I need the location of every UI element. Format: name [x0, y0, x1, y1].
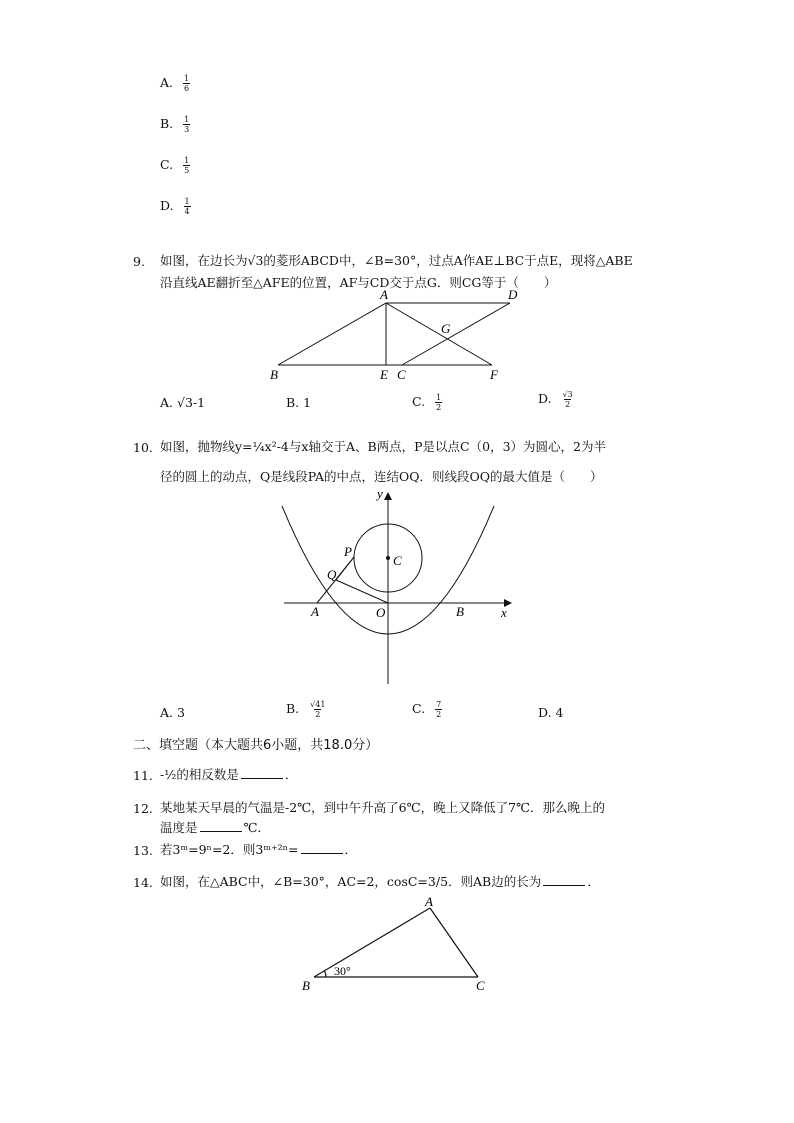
label-a: A: [425, 894, 433, 909]
denominator: 2: [565, 400, 571, 409]
q8-option-a: [160, 74, 190, 93]
q9-option-c: [412, 393, 442, 412]
label-b: B: [270, 367, 278, 382]
answer-blank[interactable]: [543, 874, 585, 886]
q9-option-b: [286, 395, 311, 410]
option-value: 4: [555, 705, 564, 720]
answer-blank[interactable]: [200, 820, 242, 832]
q12-stem: 温度是: [160, 820, 198, 835]
denominator: 5: [184, 166, 190, 175]
option-label: C.: [412, 701, 430, 716]
angle-arc: [324, 971, 326, 977]
label-c: C: [393, 553, 402, 568]
label-y: y: [377, 486, 383, 501]
segment-ba: [314, 908, 430, 977]
answer-blank[interactable]: [241, 767, 283, 779]
option-label: D.: [160, 198, 178, 213]
q11-text: [160, 765, 297, 783]
q13-text: [160, 840, 357, 858]
q10-option-b: [286, 700, 326, 719]
denominator: 4: [184, 207, 190, 216]
label-g: G: [441, 321, 451, 336]
angle-label: 30°: [334, 964, 351, 978]
q14-figure: [296, 890, 506, 1000]
q10-option-a: [160, 705, 185, 720]
q9-line2: 沿直线AE翻折至△AFE的位置，AF与CD交于点G．则CG等于（ ）: [160, 275, 557, 290]
label-d: D: [508, 287, 518, 302]
numerator: √3: [562, 390, 573, 399]
q12-line1: 某地某天早晨的气温是-2℃，到中午升高了6℃，晚上又降低了7℃．那么晚上的: [160, 800, 606, 815]
section-heading: 二、填空题（本大题共6小题，共18.0分）: [133, 738, 379, 753]
option-label: A.: [160, 705, 177, 720]
q12-line2: [160, 818, 270, 836]
q9-number: 9.: [133, 254, 145, 269]
label-b: B: [456, 604, 464, 619]
label-b: B: [302, 978, 310, 993]
label-c: C: [397, 367, 406, 382]
option-value: 1: [303, 395, 312, 410]
q10-figure: [270, 484, 520, 694]
q10-line2: 径的圆上的动点，Q是线段PA的中点，连结OQ．则线段OQ的最大值是（ ）: [160, 469, 603, 484]
q13-number: 13.: [133, 843, 153, 858]
denominator: 2: [436, 403, 442, 412]
segment-cd: [402, 303, 510, 365]
label-e: E: [380, 367, 388, 382]
fraction: [435, 700, 442, 719]
numerator: 1: [183, 74, 190, 83]
segment-af: [386, 303, 492, 365]
fraction: [183, 156, 190, 175]
q13-stem: 若3ᵐ=9ⁿ=2．则3ᵐ⁺²ⁿ=: [160, 842, 299, 857]
center-point: [386, 556, 390, 560]
denominator: 2: [315, 710, 321, 719]
numerator: √41: [310, 700, 326, 709]
q8-option-c: [160, 156, 190, 175]
label-a: A: [380, 287, 388, 302]
denominator: 6: [183, 84, 190, 93]
label-p: P: [344, 544, 352, 559]
option-label: D.: [538, 705, 556, 720]
option-label: A.: [160, 395, 177, 410]
option-label: B.: [286, 701, 304, 716]
q8-option-d: [160, 197, 191, 216]
q14-stem: 如图，在△ABC中，∠B=30°，AC=2，cosC=3/5．则AB边的长为: [160, 874, 542, 889]
option-label: D.: [538, 391, 556, 406]
label-q: Q: [327, 567, 337, 582]
q9-line1: 如图，在边长为√3的菱形ABCD中，∠B=30°，过点A作AE⊥BC于点E，现将△ABE: [160, 253, 633, 268]
option-label: C.: [412, 394, 430, 409]
label-f: F: [490, 367, 498, 382]
segment-ab: [278, 303, 386, 365]
denominator: 2: [436, 710, 442, 719]
label-x: x: [501, 605, 507, 620]
segment-qp: [336, 557, 354, 580]
fraction: [562, 390, 574, 409]
q9-option-d: [538, 390, 574, 409]
q9-figure: [260, 285, 520, 383]
q10-option-d: [538, 705, 563, 720]
q11-end: ．: [284, 767, 298, 782]
fraction: [309, 700, 326, 719]
numerator: 1: [436, 393, 442, 402]
numerator: 1: [184, 197, 190, 206]
q12-end: ℃．: [243, 820, 270, 835]
fraction: [184, 197, 191, 216]
option-label: B.: [160, 116, 178, 131]
q14-text: [160, 872, 600, 890]
q12-number: 12.: [133, 801, 153, 816]
numerator: 1: [184, 156, 190, 165]
fraction: [183, 115, 190, 134]
q11-number: 11.: [133, 768, 153, 783]
option-value: √3-1: [176, 395, 206, 410]
label-c: C: [476, 978, 485, 993]
q13-end: ．: [344, 842, 358, 857]
option-label: B.: [286, 395, 304, 410]
q10-option-c: [412, 700, 442, 719]
option-label: C.: [160, 157, 178, 172]
q8-option-b: [160, 115, 190, 134]
q14-number: 14.: [133, 875, 153, 890]
fraction: [183, 74, 190, 93]
option-label: A.: [160, 75, 177, 90]
label-o: O: [376, 605, 386, 620]
option-value: 3: [176, 705, 185, 720]
numerator: 7: [436, 700, 442, 709]
q9-option-a: [160, 395, 205, 410]
q11-stem: -½的相反数是: [160, 767, 239, 782]
q10-line1: 如图，抛物线y=¼x²-4与x轴交于A、B两点，P是以点C（0，3）为圆心，2为半: [160, 439, 606, 454]
label-a: A: [311, 604, 319, 619]
numerator: 1: [184, 115, 190, 124]
fraction: [435, 393, 442, 412]
segment-ac: [430, 908, 478, 977]
answer-blank[interactable]: [301, 842, 343, 854]
q14-end: ．: [587, 874, 600, 889]
denominator: 3: [184, 125, 190, 134]
q10-number: 10.: [133, 440, 153, 455]
